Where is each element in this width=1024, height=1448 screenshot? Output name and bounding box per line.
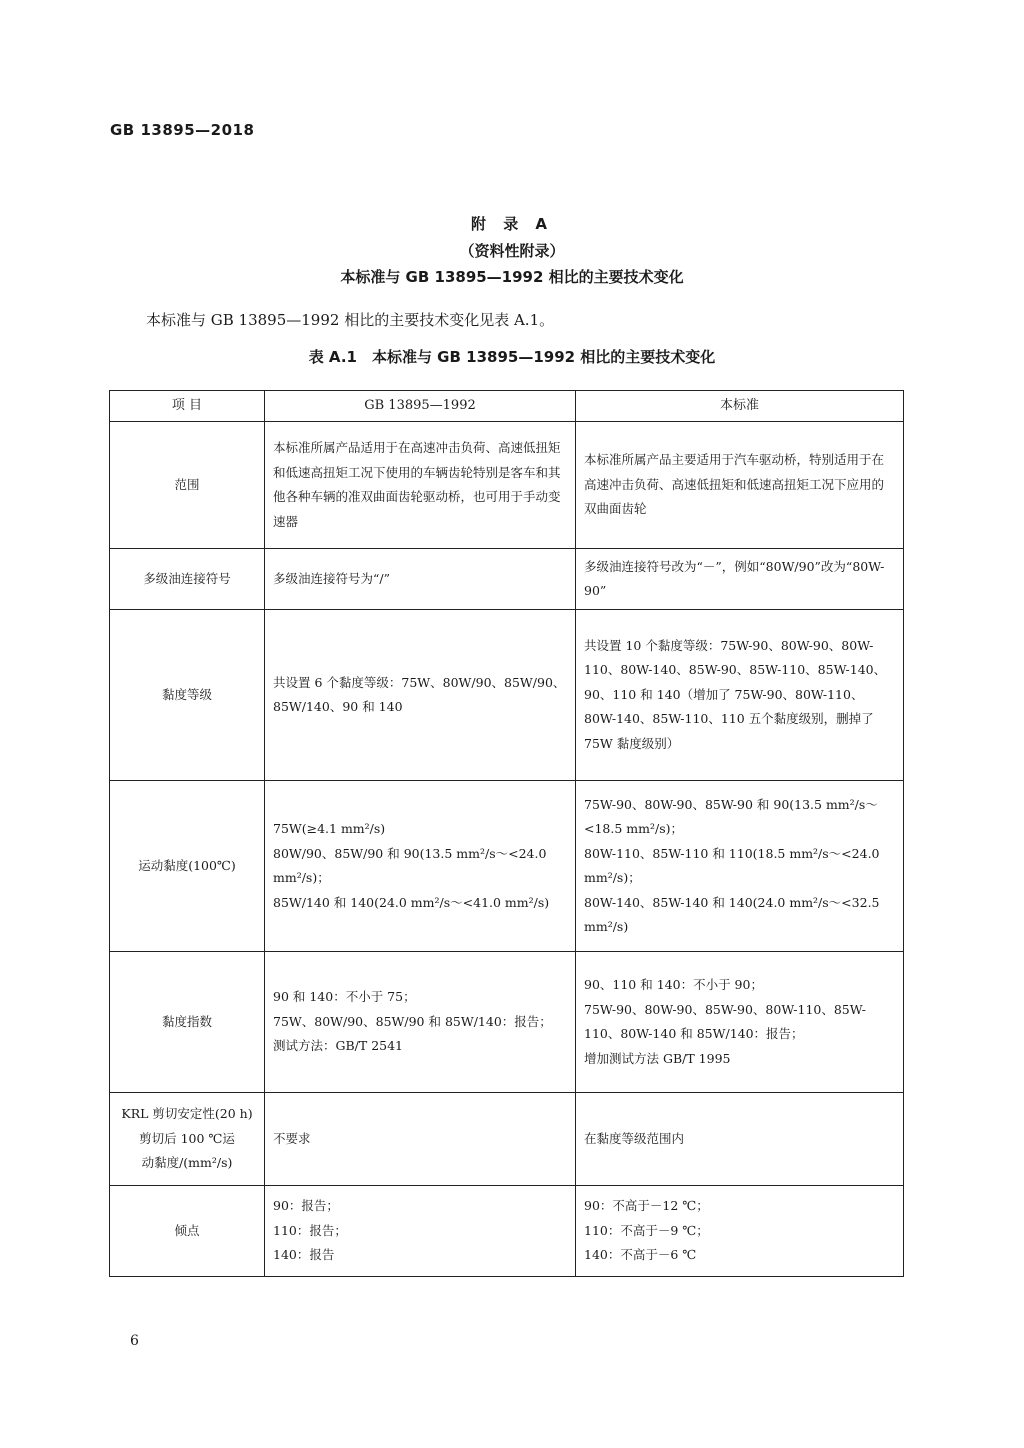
cell-line: 110：报告； [273, 1222, 347, 1238]
row-old [265, 781, 576, 952]
row-item [110, 952, 265, 1093]
row-item [110, 781, 265, 952]
row-new [576, 1093, 904, 1186]
cell-line: 不要求 [273, 1130, 311, 1146]
appendix-title: 本标准与 GB 13895—1992 相比的主要技术变化 [340, 268, 684, 286]
cell-line: 本标准所属产品主要适用于汽车驱动桥，特别适用于在高速冲击负荷、高速低扭矩和低速高扭矩工况下应用的双曲面齿轮 [584, 452, 885, 517]
cell-line: 倾点 [174, 1222, 200, 1238]
table-row [110, 610, 904, 781]
table-row [110, 781, 904, 952]
cell-line: 多级油连接符号 [143, 570, 231, 586]
cell-line: 80W-110、85W-110 和 110(18.5 mm²/s～<24.0 mm²/s)； [584, 845, 880, 885]
row-old [265, 549, 576, 610]
row-new [576, 781, 904, 952]
cell-line: 140：报告 [273, 1247, 335, 1263]
row-item [110, 1093, 265, 1186]
row-item [110, 422, 265, 549]
cell-line: 共设置 10 个黏度等级：75W-90、80W-90、80W-110、80W-140、85W-90、85W-110、85W-140、90、110 和 140（增加了 75W-90、80W-110、80W-140、85W-110、110 五个黏度级别，删掉了 75W 黏度级别） [584, 637, 887, 751]
cell-line: 90：报告； [273, 1198, 339, 1214]
row-old [265, 422, 576, 549]
row-old [265, 1186, 576, 1277]
cell-line: 75W-90、80W-90、85W-90、80W-110、85W-110、80W-140 和 85W/140：报告； [584, 1001, 866, 1041]
row-item [110, 1186, 265, 1277]
row-old [265, 952, 576, 1093]
appendix-type: （资料性附录） [459, 242, 565, 260]
table-row [110, 952, 904, 1093]
cell-line: 80W/90、85W/90 和 90(13.5 mm²/s～<24.0 mm²/s)； [273, 845, 547, 885]
cell-line: 110：不高于－9 ℃； [584, 1222, 709, 1238]
cell-line: 90、110 和 140：不小于 90； [584, 977, 763, 992]
table-row [110, 1186, 904, 1277]
table-header-row [110, 391, 904, 422]
row-new [576, 952, 904, 1093]
row-old [265, 1093, 576, 1186]
cell-line: 75W(≥4.1 mm²/s) [273, 821, 386, 836]
header-item: 项 目 [110, 391, 265, 422]
row-item [110, 549, 265, 610]
cell-line: 在黏度等级范围内 [584, 1130, 685, 1146]
cell-line: 黏度指数 [161, 1013, 212, 1029]
standard-code: GB 13895—2018 [110, 121, 255, 139]
row-item [110, 610, 265, 781]
cell-line: 80W-140、85W-140 和 140(24.0 mm²/s～<32.5 mm²/s) [584, 894, 880, 934]
cell-line: 运动黏度(100℃) [138, 857, 236, 873]
cell-line: 动黏度/(mm²/s) [141, 1155, 233, 1171]
table-caption: 表 A.1 本标准与 GB 13895—1992 相比的主要技术变化 [308, 348, 716, 366]
cell-line: 90：不高于－12 ℃； [584, 1198, 709, 1214]
cell-line: 本标准所属产品适用于在高速冲击负荷、高速低扭矩和低速高扭矩工况下使用的车辆齿轮特别是客车和其他各种车辆的准双曲面齿轮驱动桥，也可用于手动变速器 [273, 440, 561, 529]
cell-line: 增加测试方法 GB/T 1995 [584, 1050, 731, 1066]
row-new [576, 610, 904, 781]
cell-line: 140：不高于－6 ℃ [584, 1247, 697, 1263]
header-old-standard: GB 13895—1992 [265, 391, 576, 422]
table-row [110, 1093, 904, 1186]
page-number: 6 [130, 1333, 139, 1349]
cell-line: 75W、80W/90、85W/90 和 85W/140：报告； [273, 1013, 552, 1029]
cell-line: 85W/140 和 140(24.0 mm²/s～<41.0 mm²/s) [273, 894, 550, 910]
row-new [576, 549, 904, 610]
intro-paragraph: 本标准与 GB 13895—1992 相比的主要技术变化见表 A.1。 [146, 311, 555, 329]
table-row [110, 549, 904, 610]
cell-line: 剪切后 100 ℃运 [139, 1130, 235, 1146]
header-new-standard: 本标准 [576, 391, 904, 422]
cell-line: 范围 [174, 476, 200, 492]
cell-line: 75W-90、80W-90、85W-90 和 90(13.5 mm²/s～<18.5 mm²/s)； [584, 796, 878, 836]
cell-line: 测试方法：GB/T 2541 [273, 1038, 404, 1054]
row-new [576, 422, 904, 549]
row-old [265, 610, 576, 781]
cell-line: 多级油连接符号为“/” [273, 570, 390, 586]
cell-line: 黏度等级 [161, 686, 212, 702]
cell-line: KRL 剪切安定性(20 h) [121, 1106, 253, 1122]
cell-line: 90 和 140：不小于 75； [273, 989, 416, 1005]
appendix-label: 附 录 A [470, 215, 554, 233]
row-new [576, 1186, 904, 1277]
cell-line: 多级油连接符号改为“－”，例如“80W/90”改为“80W-90” [584, 558, 885, 598]
table-row [110, 422, 904, 549]
cell-line: 共设置 6 个黏度等级：75W、80W/90、85W/90、85W/140、90 和 140 [273, 674, 566, 714]
comparison-table [109, 390, 904, 1277]
